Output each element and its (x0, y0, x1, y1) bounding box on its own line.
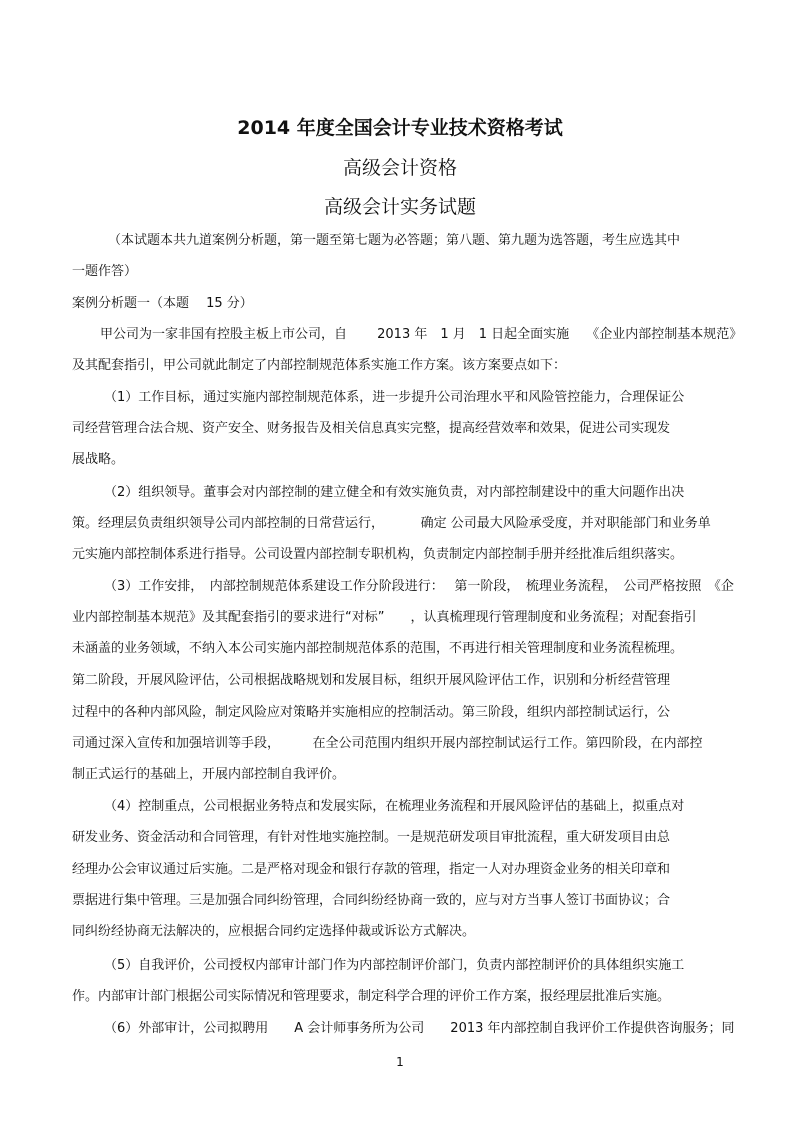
case-line: 业内部控制基本规范》及其配套指引的要求进行“对标” ，认真梳理现行管理制度和业务流程；对配套指引 (72, 610, 697, 625)
exam-title: 2014 年度全国会计专业技术资格考试 (237, 117, 563, 139)
case-line: （4）控制重点，公司根据业务特点和发展实际，在梳理业务流程和开展风险评估的基础上，拟重点对 (104, 799, 685, 814)
case-line: 未涵盖的业务领域，不纳入本公司实施内部控制规范体系的范围，不再进行相关管理制度和业务流程梳理。 (72, 641, 684, 656)
case-line: 研发业务、资金活动和合同管理，有针对性地实施控制。一是规范研发项目审批流程，重大研发项目由总 (72, 830, 671, 845)
case-line: 司通过深入宣传和加强培训等手段， 在全公司范围内组织开展内部控制试运行工作。第四阶段，在内部控 (72, 736, 703, 751)
case-line: 策。经理层负责组织领导公司内部控制的日常营运行， 确定 公司最大风险承受度，并对职能部门和业务单 (72, 516, 711, 531)
case-line: 展战略。 (72, 452, 125, 467)
case-line: 及其配套指引，甲公司就此制定了内部控制规范体系实施工作方案。该方案要点如下： (72, 358, 567, 373)
case-heading: 案例分析题一（本题 15 分） (72, 296, 253, 311)
case-line: （5）自我评价，公司授权内部审计部门作为内部控制评价部门，负责内部控制评价的具体组织实施工 (104, 958, 685, 973)
case-line: （3）工作安排， 内部控制规范体系建设工作分阶段进行： 第一阶段， 梳理业务流程， 公司严格按照 《企 (104, 579, 734, 594)
case-line: 司经营管理合法合规、资产安全、财务报告及相关信息真实完整，提高经营效率和效果，促进公司实现发 (72, 421, 671, 436)
case-line: 同纠纷经协商无法解决的，应根据合同约定选择仲裁或诉讼方式解决。 (72, 924, 476, 939)
intro-line-2: 一题作答） (72, 264, 138, 279)
case-line: （1）工作目标，通过实施内部控制规范体系，进一步提升公司治理水平和风险管控能力，合理保证公 (104, 390, 685, 405)
case-line: （2）组织领导。董事会对内部控制的建立健全和有效实施负责，对内部控制建设中的重大问题作出决 (104, 485, 685, 500)
case-line: 作。内部审计部门根据公司实际情况和管理要求，制定科学合理的评价工作方案，报经理层批准后实施。 (72, 989, 671, 1004)
intro-line-1: （本试题本共九道案例分析题，第一题至第七题为必答题；第八题、第九题为选答题，考生应选其中 (108, 233, 681, 248)
case-line: 元实施内部控制体系进行指导。公司设置内部控制专职机构，负责制定内部控制手册并经批准后组织落实。 (72, 547, 684, 562)
paper-title: 高级会计实务试题 (323, 196, 476, 218)
exam-subtitle: 高级会计资格 (342, 157, 457, 179)
case-line: 票据进行集中管理。三是加强合同纠纷管理，合同纠纷经协商一致的，应与对方当事人签订书面协议；合 (72, 893, 671, 908)
case-line: 经理办公会审议通过后实施。二是严格对现金和银行存款的管理，指定一人对办理资金业务的相关印章和 (72, 862, 671, 877)
case-line: 甲公司为一家非国有控股主板上市公司，自 2013 年 1 月 1 日起全面实施 《企业内部控制基本规范》 (100, 327, 743, 342)
case-line: 过程中的各种内部风险，制定风险应对策略并实施相应的控制活动。第三阶段，组织内部控制试运行，公 (72, 705, 671, 720)
case-line: 第二阶段，开展风险评估，公司根据战略规划和发展目标，组织开展风险评估工作，识别和分析经营管理 (72, 673, 671, 688)
case-line: （6）外部审计，公司拟聘用 A 会计师事务所为公司 2013 年内部控制自我评价工作提供咨询服务；同 (104, 1021, 735, 1036)
page-number: 1 (396, 1055, 404, 1069)
case-line: 制正式运行的基础上，开展内部控制自我评价。 (72, 767, 346, 782)
